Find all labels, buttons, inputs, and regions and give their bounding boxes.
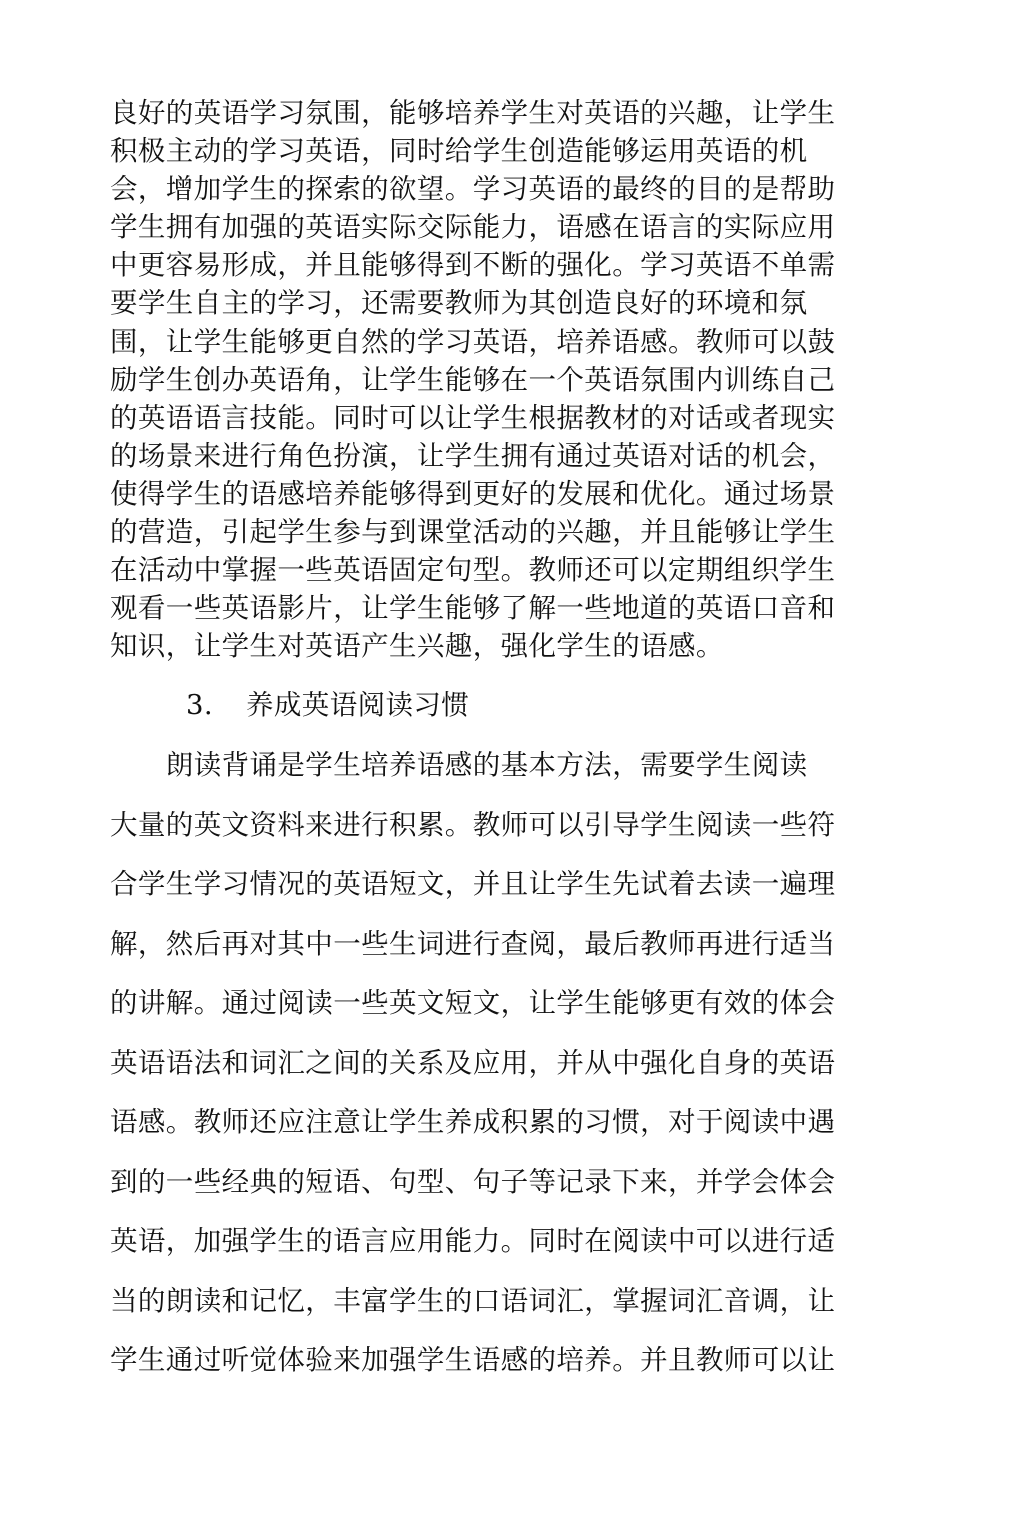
text-line: 在活动中掌握一些英语固定句型。教师还可以定期组织学生: [110, 554, 836, 587]
text-line: 解，然后再对其中一些生词进行查阅，最后教师再进行适当: [110, 927, 836, 960]
text-line: 使得学生的语感培养能够得到更好的发展和优化。通过场景: [110, 477, 836, 510]
paragraph-1: [110, 94, 890, 665]
text-line: 到的一些经典的短语、句型、句子等记录下来，并学会体会: [110, 1165, 836, 1198]
section-heading: [186, 686, 469, 724]
text-line: 良好的英语学习氛围，能够培养学生对英语的兴趣，让学生: [110, 97, 836, 129]
text-line: 英语语法和词汇之间的关系及应用，并从中强化自身的英语: [110, 1046, 836, 1079]
text-line: 中更容易形成，并且能够得到不断的强化。学习英语不单需: [110, 249, 836, 282]
text-line: 的英语语言技能。同时可以让学生根据教材的对话或者现实: [110, 401, 836, 434]
text-line: 大量的英文资料来进行积累。教师可以引导学生阅读一些符: [110, 808, 836, 841]
text-line: 的营造，引起学生参与到课堂活动的兴趣，并且能够让学生: [110, 516, 836, 549]
text-line: 要学生自主的学习，还需要教师为其创造良好的环境和氛: [110, 287, 808, 320]
text-line: 积极主动的学习英语，同时给学生创造能够运用英语的机: [110, 135, 808, 168]
section-title: 养成英语阅读习惯: [246, 689, 470, 721]
text-line: 学生通过听觉体验来加强学生语感的培养。并且教师可以让: [110, 1344, 836, 1376]
text-line: 学生拥有加强的英语实际交际能力，语感在语言的实际应用: [110, 211, 836, 244]
paragraph-2: [110, 736, 890, 1391]
section-number: 3.: [186, 689, 214, 721]
text-line: 会，增加学生的探索的欲望。学习英语的最终的目的是帮助: [110, 173, 836, 206]
text-line: 朗读背诵是学生培养语感的基本方法，需要学生阅读: [110, 749, 808, 781]
text-line: 围，让学生能够更自然的学习英语，培养语感。教师可以鼓: [110, 325, 836, 358]
text-line: 观看一些英语影片，让学生能够了解一些地道的英语口音和: [110, 592, 836, 625]
text-line: 的场景来进行角色扮演，让学生拥有通过英语对话的机会，: [110, 439, 836, 472]
text-line: 英语，加强学生的语言应用能力。同时在阅读中可以进行适: [110, 1225, 836, 1257]
text-line: 知识，让学生对英语产生兴趣，强化学生的语感。: [110, 630, 724, 663]
text-line: 励学生创办英语角，让学生能够在一个英语氛围内训练自己: [110, 363, 836, 396]
text-line: 语感。教师还应注意让学生养成积累的习惯，对于阅读中遇: [110, 1106, 836, 1138]
text-line: 当的朗读和记忆，丰富学生的口语词汇，掌握词汇音调，让: [110, 1284, 836, 1317]
text-line: 合学生学习情况的英语短文，并且让学生先试着去读一遍理: [110, 868, 836, 900]
text-line: 的讲解。通过阅读一些英文短文，让学生能够更有效的体会: [110, 987, 836, 1019]
